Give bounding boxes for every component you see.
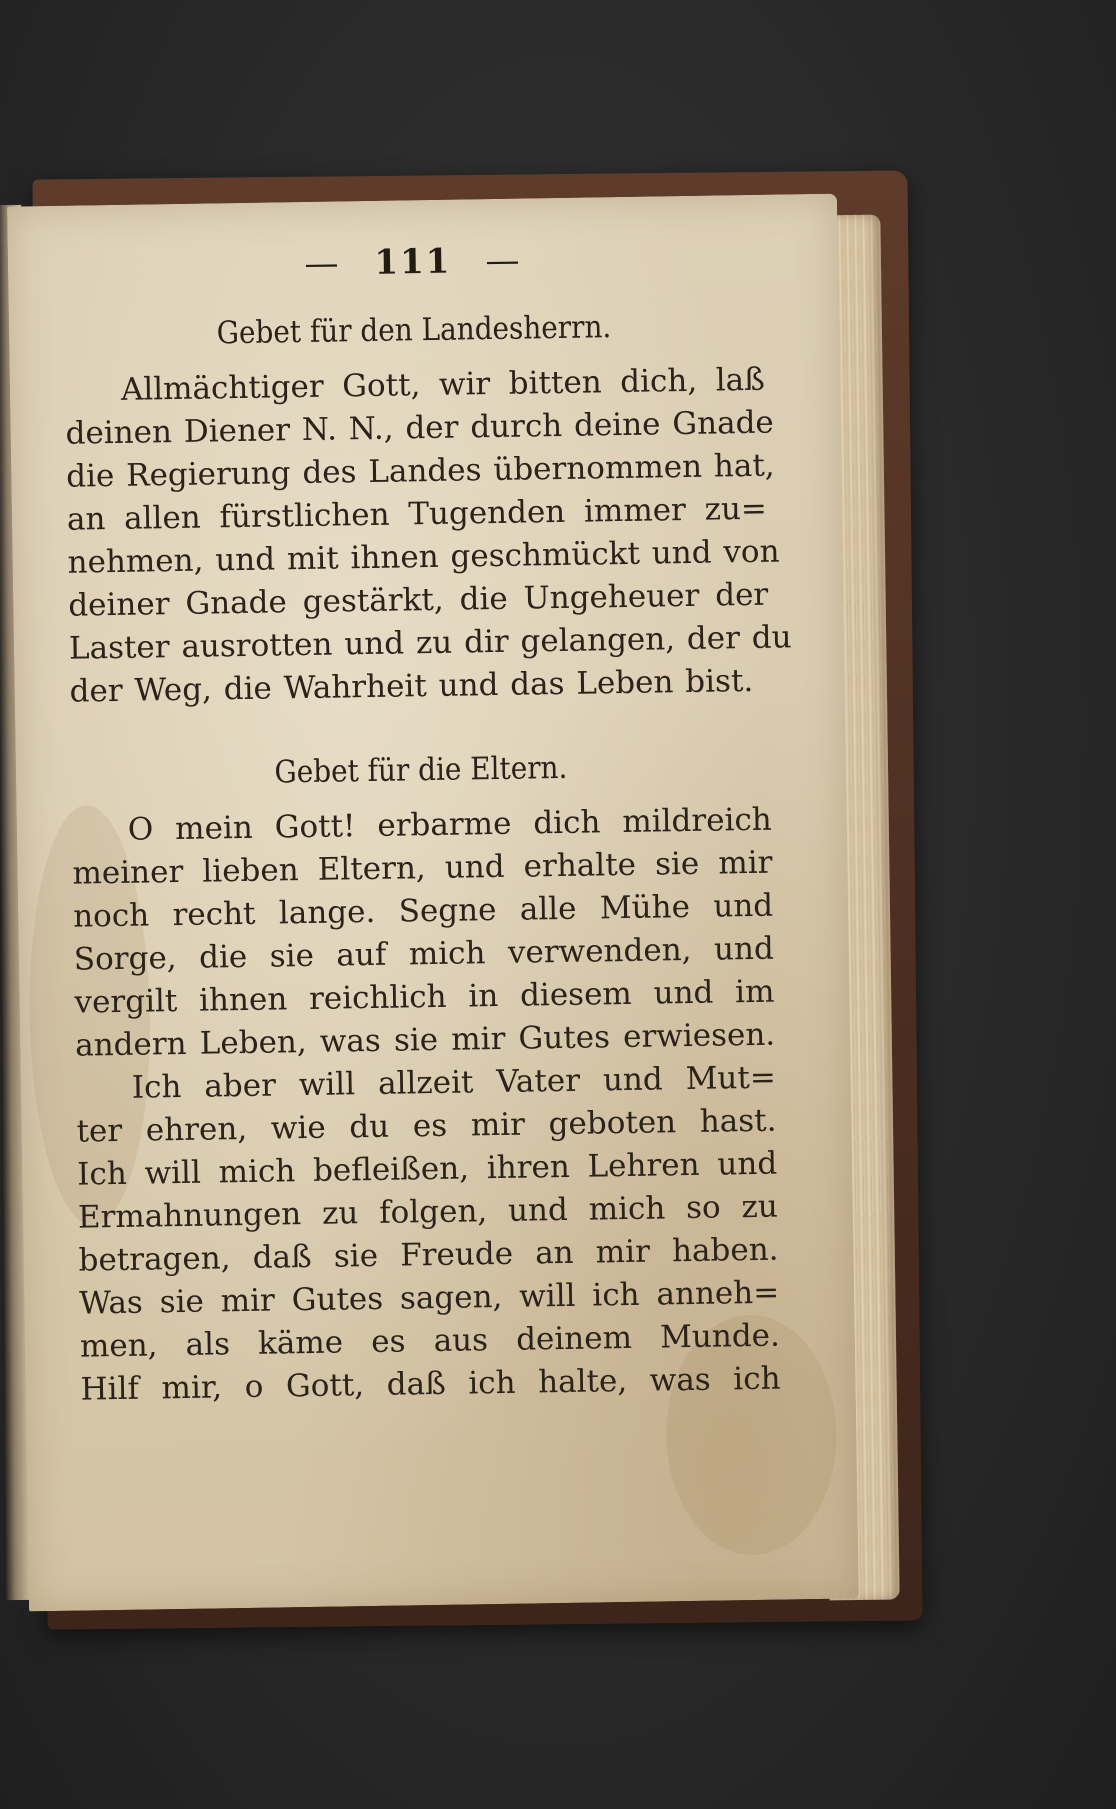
text-line: nehmen, und mit ihnen geschmückt und von — [67, 533, 780, 581]
text-line: Allmächtiger Gott, wir bitten dich, laß — [120, 361, 766, 408]
text-line: betragen, daß sie Freude an mir haben. — [78, 1231, 779, 1279]
text-line: Ermahnungen zu folgen, und mich so zu — [77, 1188, 779, 1236]
text-line: meiner lieben Eltern, und erhalte sie mir — [72, 844, 773, 892]
section-heading-landesherr: Gebet für den Landesherrn. — [216, 309, 612, 352]
text-line: noch recht lange. Segne alle Mühe und — [72, 887, 774, 935]
text-line: an allen fürstlichen Tugenden immer zu= — [66, 490, 768, 538]
text-line: Ich aber will allzeit Vater und Mut= — [131, 1059, 777, 1106]
text-line: ter ehren, wie du es mir geboten hast. — [76, 1102, 777, 1150]
text-line: andern Leben, was sie mir Gutes erwiesen. — [74, 1016, 776, 1064]
text-line: Hilf mir, o Gott, daß ich halte, was ich — [80, 1360, 781, 1408]
page-text — [63, 237, 792, 1412]
text-line: die Regierung des Landes übernommen hat, — [65, 447, 775, 495]
page-number — [63, 237, 764, 288]
text-line: O mein Gott! erbarme dich mildreich — [127, 801, 773, 848]
page-number-dash-right: — — [485, 240, 522, 282]
text-line: deinen Diener N. N., der durch deine Gnade — [65, 404, 775, 452]
text-line: men, als käme es aus deinem Munde. — [79, 1317, 781, 1365]
section-heading-eltern: Gebet für die Eltern. — [274, 749, 568, 791]
text-line: deiner Gnade gestärkt, die Ungeheuer der — [68, 576, 769, 624]
text-line: Sorge, die sie auf mich verwenden, und — [73, 930, 775, 978]
page-number-dash-left: — — [304, 243, 341, 284]
text-line: Was sie mir Gutes sagen, will ich anneh= — [78, 1274, 780, 1322]
text-line: Ich will mich befleißen, ihren Lehren und — [76, 1145, 778, 1193]
book-page — [7, 194, 859, 1612]
text-line: Laster ausrotten und zu dir gelangen, der du — [68, 619, 792, 667]
text-line: vergilt ihnen reichlich in diesem und im — [74, 973, 775, 1021]
text-line: der Weg, die Wahrheit und das Leben bist. — [69, 662, 754, 710]
page-number-value: 111 — [374, 241, 452, 283]
